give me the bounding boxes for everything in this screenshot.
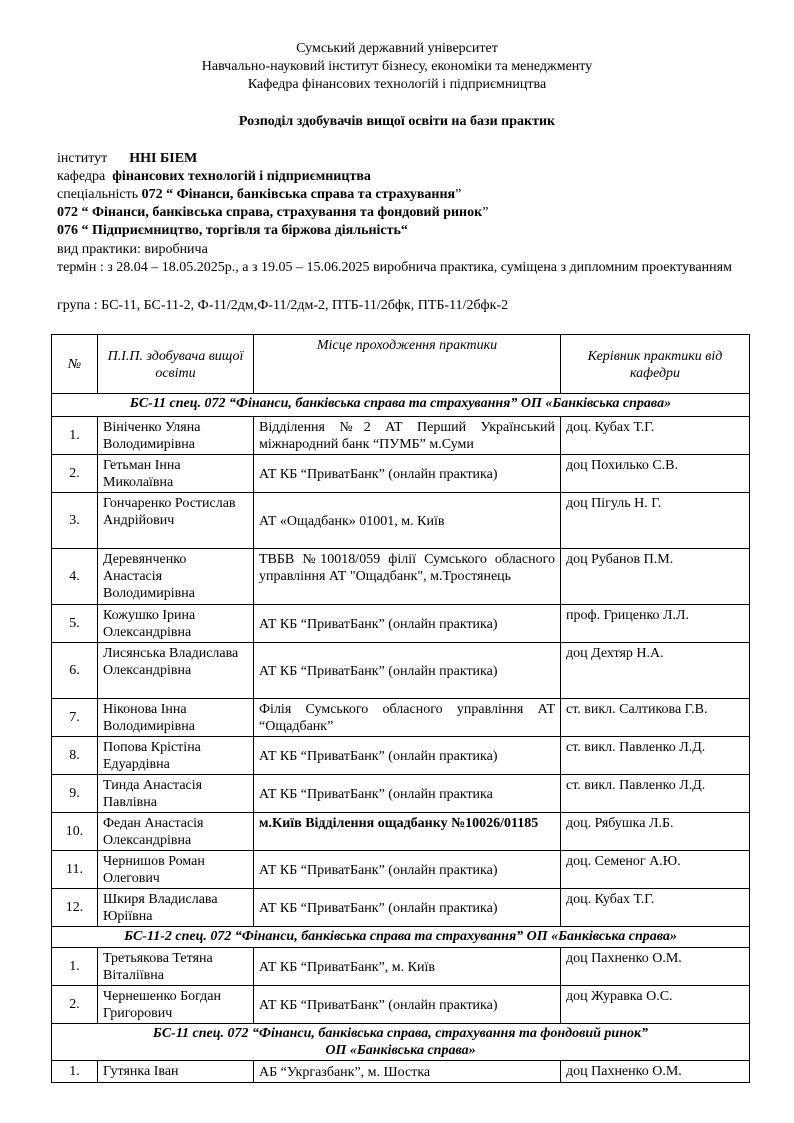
- specialty2-end: ”: [482, 205, 489, 220]
- supervisor: доц Рубанов П.М.: [561, 549, 750, 605]
- row-num: 2.: [52, 986, 98, 1024]
- student-name: Шкиря Владислава Юріївна: [98, 889, 254, 927]
- student-name: Лисянська Владислава Олександрівна: [98, 643, 254, 699]
- col-supervisor-header: Керівник практики від кафедри: [561, 335, 750, 394]
- table-row: [52, 948, 750, 986]
- supervisor: доц. Рябушка Л.Б.: [561, 813, 750, 851]
- practice-place: АТ КБ “ПриватБанк” (онлайн практика): [254, 455, 561, 493]
- section-title: [52, 1024, 750, 1061]
- student-name: Деревянченко Анастасія Володимирівна: [98, 549, 254, 605]
- student-name: Третьякова Тетяна Віталіївна: [98, 948, 254, 986]
- table-row: [52, 851, 750, 889]
- specialty3-value: 076 “ Підприємництво, торгівля та біржова діяльність“: [57, 223, 408, 238]
- supervisor: доц Пахненко О.М.: [561, 1061, 750, 1083]
- student-name: Вініченко Уляна Володимирівна: [98, 417, 254, 455]
- department-line: [57, 168, 757, 185]
- student-name: Гутянка Іван: [98, 1061, 254, 1083]
- practice-place: АТ КБ “ПриватБанк” (онлайн практика): [254, 643, 561, 699]
- table-row: [52, 455, 750, 493]
- practice-table: [51, 334, 750, 1083]
- table-row: [52, 1061, 750, 1083]
- department-name: Кафедра фінансових технологій і підприємництва: [247, 77, 547, 92]
- supervisor: ст. викл. Салтикова Г.В.: [561, 699, 750, 737]
- table-row: [52, 699, 750, 737]
- supervisor: доц Пахненко О.М.: [561, 948, 750, 986]
- table-row: [52, 775, 750, 813]
- table-row: [52, 417, 750, 455]
- table-row: [52, 737, 750, 775]
- practice-place: м.Київ Відділення ощадбанку №10026/01185: [254, 813, 561, 851]
- supervisor: доц Дехтяр Н.А.: [561, 643, 750, 699]
- table-row: [52, 605, 750, 643]
- department-label: кафедра: [57, 169, 106, 184]
- practice-place: АТ КБ “ПриватБанк” (онлайн практика): [254, 605, 561, 643]
- supervisor: доц Похилько С.В.: [561, 455, 750, 493]
- row-num: 5.: [52, 605, 98, 643]
- student-name: Кожушко Ірина Олександрівна: [98, 605, 254, 643]
- student-name: Чернешенко Богдан Григорович: [98, 986, 254, 1024]
- row-num: 2.: [52, 455, 98, 493]
- supervisor: доц. Кубах Т.Г.: [561, 417, 750, 455]
- practice-place: Відділення №2 АТ Перший Український міжнародний банк “ПУМБ” м.Суми: [254, 417, 561, 455]
- practice-place: АТ КБ “ПриватБанк” (онлайн практика): [254, 986, 561, 1024]
- practice-place: АТ КБ “ПриватБанк” (онлайн практика): [254, 889, 561, 927]
- student-name: Попова Крістіна Едуардівна: [98, 737, 254, 775]
- table-row: [52, 549, 750, 605]
- specialty-value: 072 “ Фінанси, банківська справа та страхування: [141, 187, 456, 202]
- specialty2-line: [57, 204, 757, 221]
- specialty-label: спеціальність: [57, 187, 139, 202]
- practice-place: АТ КБ “ПриватБанк” (онлайн практика): [254, 851, 561, 889]
- groups-line: група : БС-11, БС-11-2, Ф-11/2дм,Ф-11/2дм-2, ПТБ-11/2бфк, ПТБ-11/2бфк-2: [57, 298, 509, 313]
- row-num: 4.: [52, 549, 98, 605]
- col-place-header: Місце проходження практики: [254, 335, 561, 394]
- row-num: 12.: [52, 889, 98, 927]
- institute-value: ННІ БІЕМ: [129, 151, 198, 166]
- student-name: Федан Анастасія Олександрівна: [98, 813, 254, 851]
- practice-type: вид практики: виробнича: [57, 242, 208, 257]
- table-row: [52, 643, 750, 699]
- practice-place: Філія Сумського обласного управління АТ “Ощадбанк”: [254, 699, 561, 737]
- supervisor: доц. Кубах Т.Г.: [561, 889, 750, 927]
- practice-place: АТ «Ощадбанк» 01001, м. Київ: [254, 493, 561, 549]
- specialty-line: [57, 186, 757, 203]
- institute-label: інститут: [57, 151, 108, 166]
- row-num: 9.: [52, 775, 98, 813]
- col-num-header: №: [52, 335, 98, 394]
- practice-place: АТ КБ “ПриватБанк” (онлайн практика): [254, 737, 561, 775]
- university-name: Сумський державний університет: [296, 41, 498, 56]
- row-num: 10.: [52, 813, 98, 851]
- student-name: Тинда Анастасія Павлівна: [98, 775, 254, 813]
- table-row: [52, 889, 750, 927]
- section-title-line1: БС-11 спец. 072 “Фінанси, банківська справа, страхування та фондовий ринок”: [152, 1026, 649, 1041]
- specialty2-value: 072 “ Фінанси, банківська справа, страхування та фондовий ринок: [57, 205, 483, 220]
- specialty-end: ”: [455, 187, 462, 202]
- row-num: 11.: [52, 851, 98, 889]
- row-num: 3.: [52, 493, 98, 549]
- col-name-header: П.І.П. здобувача вищої освіти: [98, 335, 254, 394]
- section-title: БС-11 спец. 072 “Фінанси, банківська справа та страхування” ОП «Банківська справа»: [52, 394, 750, 417]
- practice-place: АБ “Укргазбанк”, м. Шостка: [254, 1061, 561, 1083]
- row-num: 7.: [52, 699, 98, 737]
- supervisor: доц Пігуль Н. Г.: [561, 493, 750, 549]
- section-row: [52, 1024, 750, 1061]
- supervisor: доц. Семеног А.Ю.: [561, 851, 750, 889]
- supervisor: доц Журавка О.С.: [561, 986, 750, 1024]
- row-num: 8.: [52, 737, 98, 775]
- student-name: Ніконова Інна Володимирівна: [98, 699, 254, 737]
- row-num: 1.: [52, 417, 98, 455]
- specialty3-line: [57, 222, 757, 239]
- practice-term: термін : з 28.04 – 18.05.2025р., а з 19.05 – 15.06.2025 виробнича практика, суміщена з дипломним проектуванням: [57, 260, 732, 275]
- table-row: [52, 493, 750, 549]
- section-row: [52, 927, 750, 948]
- practice-place: ТВБВ №10018/059 філії Сумського обласного управління АТ "Ощадбанк", м.Тростянець: [254, 549, 561, 605]
- table-row: [52, 986, 750, 1024]
- student-name: Гончаренко Ростислав Андрійович: [98, 493, 254, 549]
- supervisor: ст. викл. Павленко Л.Д.: [561, 775, 750, 813]
- section-title: БС-11-2 спец. 072 “Фінанси, банківська справа та страхування” ОП «Банківська справа»: [52, 927, 750, 948]
- practice-place: АТ КБ “ПриватБанк”, м. Київ: [254, 948, 561, 986]
- row-num: 1.: [52, 1061, 98, 1083]
- department-value: фінансових технологій і підприємництва: [112, 169, 371, 184]
- document-title: Розподіл здобувачів вищої освіти на бази практик: [238, 114, 556, 129]
- row-num: 6.: [52, 643, 98, 699]
- student-name: Гетьман Інна Миколаївна: [98, 455, 254, 493]
- table-header-row: [52, 335, 750, 394]
- student-name: Чернишов Роман Олегович: [98, 851, 254, 889]
- supervisor: проф. Гриценко Л.Л.: [561, 605, 750, 643]
- section-row: [52, 394, 750, 417]
- section-title-line2: ОП «Банківська справа»: [325, 1043, 476, 1058]
- table-row: [52, 813, 750, 851]
- institute-name: Навчально-науковий інститут бізнесу, економіки та менеджменту: [201, 59, 593, 74]
- supervisor: ст. викл. Павленко Л.Д.: [561, 737, 750, 775]
- row-num: 1.: [52, 948, 98, 986]
- institute-line: [57, 150, 757, 167]
- practice-place: АТ КБ “ПриватБанк” (онлайн практика: [254, 775, 561, 813]
